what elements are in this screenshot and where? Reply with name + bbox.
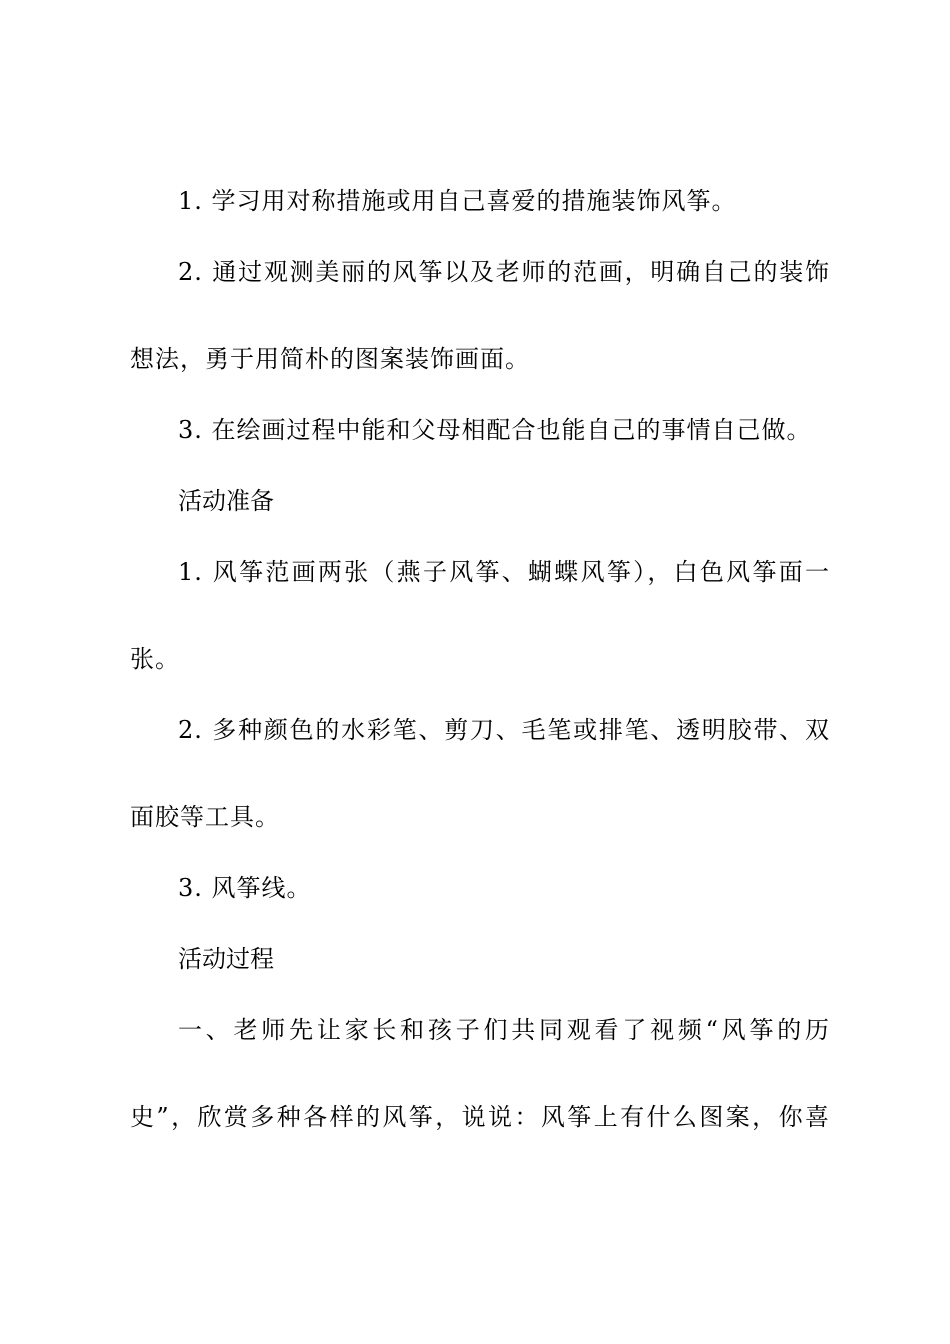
- prep-1-line-2: 张。: [130, 645, 180, 673]
- prep-2-line-2: 面胶等工具。: [130, 803, 280, 831]
- prep-1-line-1: 1. 风筝范画两张（燕子风筝、蝴蝶风筝），白色风筝面一: [178, 558, 830, 586]
- prep-2-line-1: 2. 多种颜色的水彩笔、剪刀、毛笔或排笔、透明胶带、双: [178, 716, 830, 744]
- goal-2-line-2: 想法，勇于用简朴的图案装饰画面。: [130, 345, 530, 373]
- section-heading-process: 活动过程: [178, 945, 274, 973]
- prep-3: 3. 风筝线。: [178, 874, 312, 902]
- goal-1: 1. 学习用对称措施或用自己喜爱的措施装饰风筝。: [178, 187, 737, 215]
- section-heading-preparation: 活动准备: [178, 487, 274, 515]
- goal-3: 3. 在绘画过程中能和父母相配合也能自己的事情自己做。: [178, 416, 812, 444]
- goal-2-line-1: 2. 通过观测美丽的风筝以及老师的范画，明确自己的装饰: [178, 258, 830, 286]
- process-1-line-1: 一、老师先让家长和孩子们共同观看了视频“风筝的历: [178, 1016, 830, 1044]
- process-1-line-2: 史”，欣赏多种各样的风筝，说说：风筝上有什么图案，你喜: [130, 1103, 830, 1131]
